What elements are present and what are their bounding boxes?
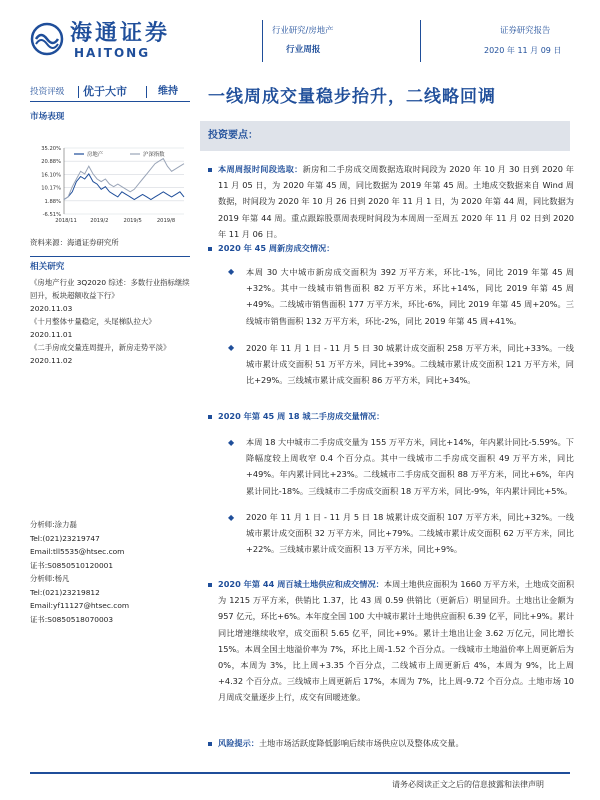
analyst-card: 分析师:涂力磊 Tel:(021)23219747 Email:tll5535@htsec.com 证书:S0850510120001 — [30, 520, 125, 570]
logo-en: HAITONG — [74, 46, 151, 60]
second-hand-sub-2: 2020 年 11 月 1 日 - 11 月 5 日 18 城累计成交面积 107 万平方米，同比+32%。一线城市累计成交面积 32 万平方米，同比+79%。二线城市累计成交面积 62 万平方米，同比+22%。三线城市累计成交面积 13 万平方米，同比+9%。 — [246, 512, 574, 555]
chart-y-tick-label: -6.51% — [42, 212, 61, 218]
point-land-supply: 2020 年第 44 周百城土地供应和成交情况：本周土地供应面积为 1660 万平方米，土地成交面积为 1215 万平方米，供销比 1.37，比 43 周 0.59 供销比（更新后）明显回升。土地出让金额为 957 亿元，环比+6%。本年度全国 100 大中城市累计土地供应面积 6.39 亿平，同比+9%。累计同比增速继续收窄，成交面积 5.65 亿平，同比+9%。累计土地出让金 3.62 万亿元，同比增长 15%。本周全国土地溢价率为 7%，环比上周-1.52 个百分点。一线城市土地溢价率上周更新后为 0%，本周为 3%，比上周+3.35 个百分点，二线城市上周更新后 4%，本周为 9%，比上周+4.32 个百分点。三线城市上周更新后 17%，本周为 7%，比上周-9.72 个百分点。土地市场 10 月周成交量逐步上行，成交有回暖迹象。 — [218, 579, 575, 703]
diamond-bullet-icon: ◆ — [228, 343, 235, 352]
logo-cn: 海通证券 — [70, 20, 171, 46]
related-item[interactable]: 《十月整体サ量稳定，头尾梯队拉大》 2020.11.01 — [30, 317, 156, 339]
chart-x-tick-label: 2019/5 — [123, 218, 142, 224]
new-home-sub-1: 本周 30 大中城市新房成交面积为 392 万平方米，环比-1%，同比 2019 年第 45 周+32%。其中一线城市销售面积 82 万平方米，环比+14%，同比 2019 年第 45 周+49%。二线城市销售面积 177 万平方米，环比-6%，同比 2019 年第 45 周+20%。三线城市销售面积 132 万平方米，环比-2%，同比 2019 年第 45 周+41%。 — [246, 267, 574, 326]
analyst-block — [30, 518, 190, 626]
haitong-logo-icon — [30, 22, 64, 56]
market-chart — [30, 140, 190, 250]
diamond-bullet-icon: ◆ — [228, 513, 235, 522]
bullet-icon — [208, 168, 212, 172]
rating-value: 优于大市 — [83, 85, 127, 98]
market-title: 市场表现 — [30, 112, 65, 122]
report-type: 行业周报 — [286, 45, 321, 55]
analyst-card: 分析师:杨凡 Tel:(021)23219812 Email:yf11127@htsec.com 证书:S0850518070003 — [30, 574, 130, 624]
new-home-sub-2: 2020 年 11 月 1 日 - 11 月 5 日 30 城累计成交面积 258 万平方米，同比+33%。一线城市累计成交面积 51 万平方米，同比+39%。二线城市累计成交面积 121 万平方米，同比+29%。三线城市累计成交面积 86 万平方米，同比+34%。 — [246, 343, 574, 386]
footer-rule — [30, 772, 570, 774]
related-list — [30, 276, 190, 367]
header-divider-right — [420, 20, 421, 62]
point-new-home-title: 2020 年 45 周新房成交情况： — [218, 243, 335, 253]
bullet-icon — [208, 742, 212, 746]
chart-rule — [30, 256, 190, 257]
second-hand-sub-1: 本周 18 大中城市二手房成交量为 155 万平方米，同比+14%，年内累计同比-5.59%。下降幅度较上周收窄 0.4 个百分点。其中一线城市二手房成交面积 49 万平方米，同比+49%。年内累计同比+23%。二线城市二手房成交面积 88 万平方米，同比+6%，年内累计同比-18%。三线城市二手房成交面积 18 万平方米，同比-9%，年内累计同比+5%。 — [246, 437, 574, 496]
diamond-bullet-icon: ◆ — [228, 438, 235, 447]
bullet-icon — [208, 415, 212, 419]
chart-x-tick-label: 2019/2 — [90, 218, 109, 224]
point-risk: 风险提示：土地市场活跃度降低影响后续市场供应以及整体成交量。 — [218, 738, 464, 748]
logo — [30, 18, 180, 64]
chart-y-tick-label: 1.88% — [44, 198, 61, 205]
chart-x-tick-label: 2019/8 — [156, 218, 176, 224]
points-title: 投资要点： — [208, 130, 258, 141]
point-second-hand-title: 2020 年第 45 周 18 城二手房成交量情况： — [218, 411, 385, 421]
page-title: 一线周成交量稳步抬升，二线略回调 — [208, 87, 496, 107]
bullet-icon — [208, 583, 212, 587]
rating-label: 投资评级 — [30, 87, 65, 97]
chart-y-tick-label: 16.10% — [41, 172, 61, 179]
chart-source: 资料来源：海通证券研究所 — [30, 238, 119, 247]
chart-y-tick-label: 35.20% — [41, 146, 61, 152]
rating-divider-2 — [146, 86, 147, 98]
chart-x-tick-label: 2018/11 — [55, 218, 77, 224]
bullet-icon — [208, 247, 212, 251]
related-item[interactable]: 《二手房成交量连周提升，新房走势平淡》 2020.11.02 — [30, 343, 171, 365]
report-category: 行业研究/房地产 — [272, 25, 334, 35]
header-divider-left — [262, 20, 263, 62]
chart-legend-label: 沪深指数 — [143, 152, 165, 158]
rating-divider — [78, 86, 79, 98]
diamond-bullet-icon: ◆ — [228, 267, 235, 276]
chart-y-tick-label: 10.17% — [41, 185, 61, 192]
related-item[interactable]: 《房地产行业 3Q2020 综述：多数行业指标继续回升，板块超额收益下行》 2020.11.03 — [30, 278, 190, 313]
rating-status: 维持 — [158, 86, 178, 97]
chart-series-line — [64, 174, 184, 200]
footer-disclaimer: 请务必阅读正文之后的信息披露和法律声明 — [392, 780, 544, 789]
chart-legend-label: 房地产 — [87, 152, 104, 158]
right-label: 证券研究报告 — [500, 25, 551, 35]
related-title: 相关研究 — [30, 262, 65, 272]
chart-y-tick-label: 20.88% — [41, 159, 61, 166]
report-date: 2020 年 11 月 09 日 — [484, 46, 562, 55]
rating-underline — [30, 101, 190, 102]
rating-bar — [30, 84, 190, 100]
point-weekly-period: 本周周报时间段选取：新房和二手房成交周数据选取时间段为 2020 年 10 月 30 日到 2020 年 11 月 05 日，为 2020 年第 45 周，同比数据为 2019 年第 45 周。土地成交数据来自 Wind 周数据，时间段为 2020 年 10 月 26 日到 2020 年 11 月 1 日，为 2020 年第 44 周，同比数据为 2019 年第 44 周。重点跟踪股票周表现时间段为本周周一至周五 2020 年 11 月 02 日到 2020 年 11 月 06 日。 — [218, 164, 574, 239]
